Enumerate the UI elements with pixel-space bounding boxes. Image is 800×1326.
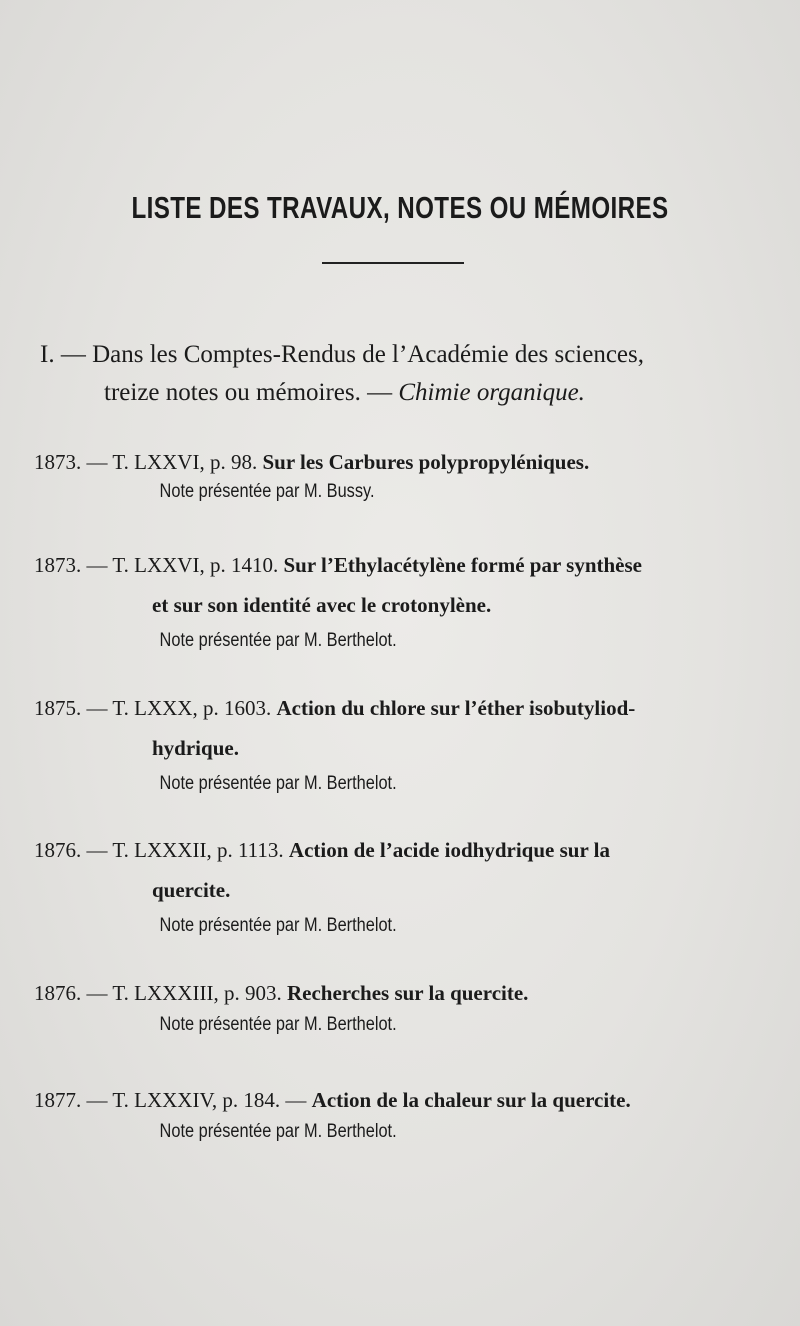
section-heading-line-2 [40, 374, 760, 412]
publication-entry [34, 1080, 774, 1148]
entry-reference: 1873. — T. LXXVI, p. 1410. [34, 553, 284, 577]
entry-note: Note présentée par M. Berthelot. [159, 915, 397, 936]
publication-entry [34, 442, 774, 508]
entry-reference: 1875. — T. LXXX, p. 1603. [34, 696, 277, 720]
page-title: LISTE DES TRAVAUX, NOTES OU MÉMOIRES [131, 190, 669, 225]
publication-entry [34, 545, 774, 657]
entry-title: Recherches sur la quercite. [286, 981, 529, 1005]
publication-entry [34, 688, 774, 800]
entry-note: Note présentée par M. Berthelot. [159, 1121, 397, 1142]
entry-note: Note présentée par M. Berthelot. [159, 1014, 397, 1035]
publication-entry [34, 973, 774, 1041]
entry-title: Action du chlore sur l’éther isobutyliod- [276, 696, 636, 720]
entry-reference: 1876. — T. LXXXII, p. 1113. [34, 838, 289, 862]
section-heading [40, 336, 760, 412]
entry-note: Note présentée par M. Berthelot. [159, 630, 397, 651]
section-subject: Chimie organique. [398, 379, 585, 406]
entry-title-continuation: hydrique. [152, 736, 239, 760]
entry-title-continuation: quercite. [152, 878, 231, 902]
entry-reference: 1876. — T. LXXXIII, p. 903. [34, 981, 287, 1005]
entry-title: Sur les Carbures polypropyléniques. [262, 450, 590, 474]
entry-title: Sur l’Ethylacétylène formé par synthèse [283, 553, 642, 577]
entry-note: Note présentée par M. Berthelot. [159, 773, 397, 794]
entry-reference: 1877. — T. LXXXIV, p. 184. — [34, 1088, 312, 1112]
entry-title: Action de la chaleur sur la quercite. [311, 1088, 631, 1112]
title-divider [322, 262, 464, 264]
entry-title-continuation: et sur son identité avec le crotonylène. [152, 593, 492, 617]
entry-title: Action de l’acide iodhydrique sur la [288, 838, 610, 862]
entry-note: Note présentée par M. Bussy. [159, 481, 375, 502]
entry-reference: 1873. — T. LXXVI, p. 98. [34, 450, 263, 474]
publication-entry [34, 830, 774, 942]
section-heading-line-1: I. — Dans les Comptes-Rendus de l’Académie des sciences, [40, 341, 645, 368]
section-heading-line-2-text: treize notes ou mémoires. — [104, 379, 399, 406]
